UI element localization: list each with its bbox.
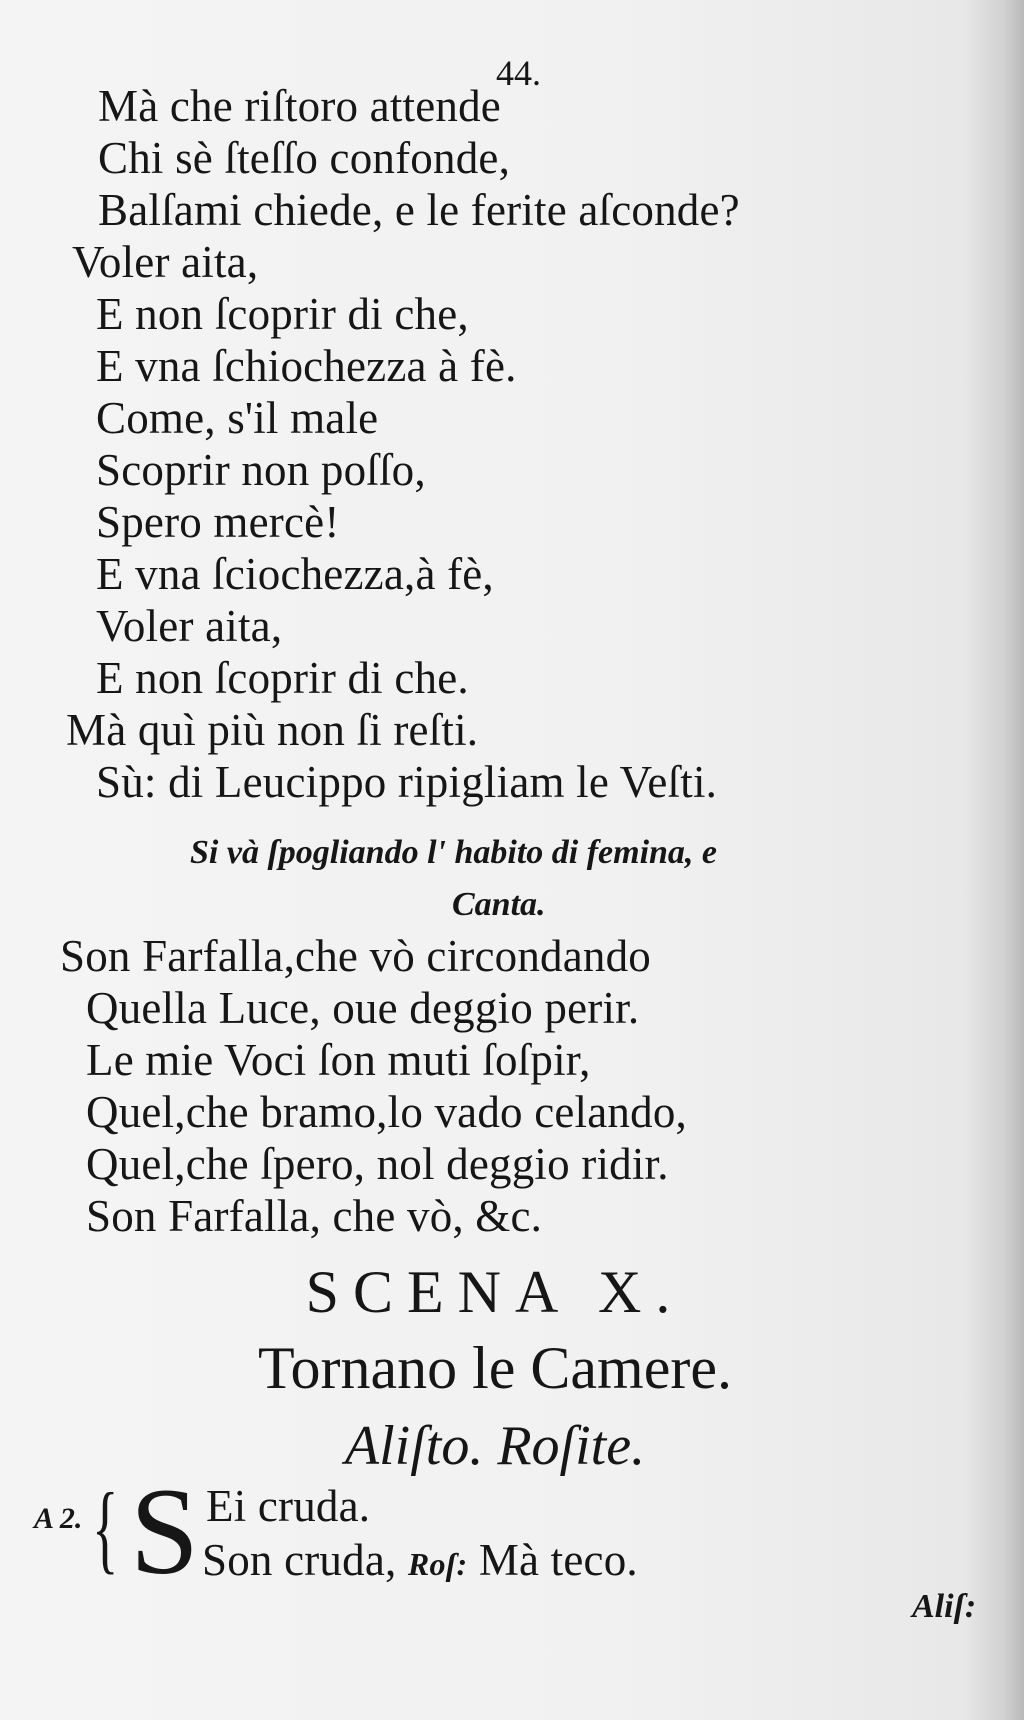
dialogue-line: Ei cruda. [206, 1481, 371, 1531]
verse-line: Mà quì più non ſi reſti. [66, 705, 479, 755]
verse-line: Come, s'il male [96, 393, 379, 443]
verse-line: E non ſcoprir di che, [96, 289, 469, 339]
dialogue-text: Mà teco. [478, 1535, 638, 1585]
dialogue-line [202, 1535, 638, 1585]
song-line: Son Farfalla,che vò circondando [60, 931, 652, 981]
brace: { [92, 1472, 119, 1583]
verse-line: Scoprir non poſſo, [96, 445, 426, 495]
song-line: Quel,che bramo,lo vado celando, [86, 1087, 687, 1137]
voices-label: A 2. [34, 1502, 83, 1535]
verse-line: E non ſcoprir di che. [96, 653, 469, 703]
verse-line: Chi sè ſteſſo confonde, [98, 133, 511, 183]
verse-line: Spero mercè! [96, 497, 340, 547]
speaker-label: Roſ: [407, 1546, 468, 1582]
song-line: Quella Luce, oue deggio perir. [86, 983, 640, 1033]
verse-line: Voler aita, [72, 237, 259, 287]
verse-line: Mà che riſtoro attende [98, 81, 501, 131]
song-line: Quel,che ſpero, nol deggio ridir. [86, 1139, 669, 1189]
scene-title: SCENA X. [305, 1259, 685, 1325]
stage-direction: Canta. [452, 886, 546, 923]
verse-line: Balſami chiede, e le ferite aſconde? [98, 185, 740, 235]
verse-line: E vna ſchiochezza à fè. [96, 341, 517, 391]
drop-cap: S [130, 1463, 199, 1600]
verse-line: E vna ſciochezza,à fè, [96, 549, 494, 599]
scene-subtitle: Tornano le Camere. [258, 1335, 732, 1401]
song-line: Le mie Voci ſon muti ſoſpir, [86, 1035, 591, 1085]
verse-line: Sù: di Leucippo ripigliam le Veſti. [96, 757, 718, 807]
page-number: 44. [496, 53, 541, 93]
stage-direction: Si và ſpogliando l' habito di femina, e [190, 834, 718, 871]
verse-line: Voler aita, [96, 601, 283, 651]
scene-characters: Aliſto. Roſite. [344, 1415, 646, 1477]
song-line: Son Farfalla, che vò, &c. [86, 1191, 543, 1241]
dialogue-text: Son cruda, [202, 1535, 397, 1585]
catchword: Aliſ: [912, 1588, 977, 1625]
